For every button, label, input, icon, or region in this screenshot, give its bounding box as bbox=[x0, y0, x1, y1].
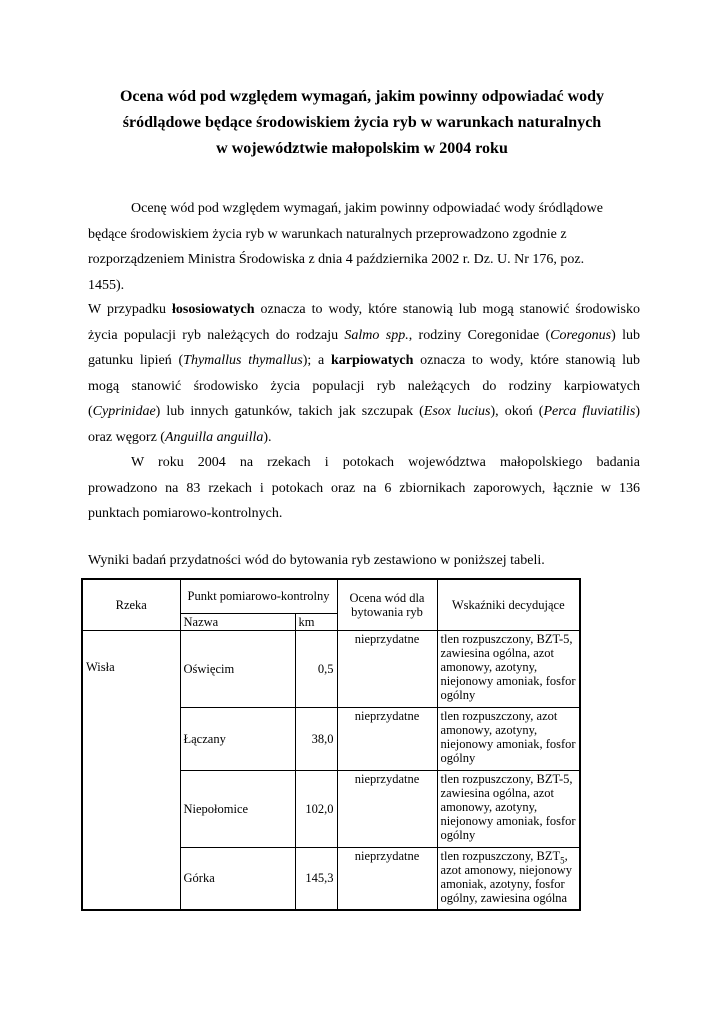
paragraph-line bbox=[88, 399, 640, 425]
paragraph-definitions bbox=[88, 297, 640, 450]
header-name: Nazwa bbox=[180, 613, 295, 630]
species-name: Coregonus bbox=[550, 327, 612, 343]
species-name: Anguilla anguilla bbox=[164, 429, 264, 445]
header-assessment: Ocena wód dla bytowania ryb bbox=[337, 579, 437, 630]
cell-km: 0,5 bbox=[295, 630, 337, 707]
paragraph-line: mogą stanowić środowisko życia populacji ryb należących do rodziny karpiowatych bbox=[88, 378, 640, 394]
paragraph-line: W roku 2004 na rzekach i potokach województwa małopolskiego badania bbox=[131, 455, 640, 470]
text-run: W przypadku bbox=[88, 302, 173, 317]
cell-indicators: tlen rozpuszczony, BZT-5, zawiesina ogólna, azot amonowy, azotyny, niejonowy amoniak, fosfor ogólny bbox=[437, 630, 580, 707]
paragraph-line: rozporządzeniem Ministra Środowiska z dnia 4 października 2002 r. Dz. U. Nr 176, poz. bbox=[88, 252, 585, 267]
text-run: ). bbox=[263, 429, 272, 445]
cell-km: 145,3 bbox=[295, 847, 337, 910]
term-salmonids: łososiowatych bbox=[172, 302, 255, 317]
cell-assessment: nieprzydatne bbox=[337, 770, 437, 847]
header-measurement-point: Punkt pomiarowo-kontrolny bbox=[180, 579, 337, 613]
header-km: km bbox=[295, 613, 337, 630]
indicator-text: , azot amonowy, niejonowy amoniak, azotyny, fosfor ogólny, zawiesina ogólna bbox=[440, 848, 572, 905]
paragraph-line bbox=[88, 297, 640, 323]
species-name: Cyprinidae bbox=[92, 404, 156, 419]
cell-assessment: nieprzydatne bbox=[337, 847, 437, 910]
species-name: Perca fluviatilis bbox=[543, 404, 636, 419]
paragraph-line: punktach pomiarowo-kontrolnych. bbox=[88, 506, 283, 521]
table-header-row bbox=[82, 579, 580, 613]
paragraph-line bbox=[88, 425, 640, 451]
text-run: oznacza to wody, które stanowią lub bbox=[413, 353, 640, 368]
paragraph-intro bbox=[88, 196, 640, 298]
cell-river bbox=[82, 630, 180, 910]
indicator-text: tlen rozpuszczony, BZT bbox=[440, 848, 561, 863]
paragraph-line: 1455). bbox=[88, 277, 125, 293]
cell-point-name: Niepołomice bbox=[180, 770, 295, 847]
text-run: ) bbox=[635, 404, 640, 419]
text-run: , rodziny Coregonidae ( bbox=[408, 327, 551, 343]
indicator-subscript: 5 bbox=[560, 855, 565, 865]
cell-assessment: nieprzydatne bbox=[337, 630, 437, 707]
text-run: ), okoń ( bbox=[490, 404, 544, 419]
term-cyprinids: karpiowatych bbox=[330, 353, 414, 368]
text-run: ( bbox=[88, 404, 93, 419]
paragraph-line: będące środowiskiem życia ryb w warunkach naturalnych przeprowadzono zgodnie z bbox=[88, 226, 567, 242]
text-run: ) lub innych gatunków, takich jak szczupak ( bbox=[155, 404, 424, 419]
header-indicators: Wskaźniki decydujące bbox=[437, 579, 580, 630]
paragraph-line bbox=[88, 323, 640, 349]
river-name: Wisła bbox=[86, 659, 115, 674]
text-run: oznacza to wody, które stanowią lub mogą stanowić środowisko bbox=[254, 302, 640, 317]
cell-km: 38,0 bbox=[295, 707, 337, 770]
paragraph-scope bbox=[88, 450, 640, 527]
text-run: oraz węgorz ( bbox=[88, 429, 165, 445]
text-run: gatunku lipień ( bbox=[88, 353, 184, 368]
cell-indicators bbox=[437, 847, 580, 910]
text-run: życia populacji ryb należących do rodzaju bbox=[88, 327, 345, 343]
species-name: Esox lucius bbox=[423, 404, 491, 419]
cell-point-name: Górka bbox=[180, 847, 295, 910]
text-run: ) lub bbox=[611, 327, 640, 343]
cell-assessment: nieprzydatne bbox=[337, 707, 437, 770]
cell-point-name: Łączany bbox=[180, 707, 295, 770]
results-table bbox=[81, 578, 581, 911]
cell-indicators: tlen rozpuszczony, azot amonowy, azotyny, niejonowy amoniak, fosfor ogólny bbox=[437, 707, 580, 770]
cell-point-name: Oświęcim bbox=[180, 630, 295, 707]
table-caption: Wyniki badań przydatności wód do bytowania ryb zestawiono w poniższej tabeli. bbox=[88, 553, 545, 568]
header-river: Rzeka bbox=[82, 579, 180, 630]
text-run: ); a bbox=[302, 353, 331, 368]
paragraph-line: Ocenę wód pod względem wymagań, jakim powinny odpowiadać wody śródlądowe bbox=[131, 201, 603, 216]
table-row bbox=[82, 630, 580, 707]
paragraph-line: prowadzono na 83 rzekach i potokach oraz na 6 zbiornikach zaporowych, łącznie w 136 bbox=[88, 480, 640, 496]
title-line-1: Ocena wód pod względem wymagań, jakim powinny odpowiadać wody bbox=[119, 88, 605, 105]
paragraph-line bbox=[88, 348, 640, 374]
cell-indicators: tlen rozpuszczony, BZT-5, zawiesina ogólna, azot amonowy, azotyny, niejonowy amoniak, fosfor ogólny bbox=[437, 770, 580, 847]
title-line-2: śródlądowe będące środowiskiem życia ryb w warunkach naturalnych bbox=[122, 114, 602, 131]
species-name: Thymallus thymallus bbox=[183, 353, 303, 368]
document-title bbox=[60, 84, 664, 162]
cell-km: 102,0 bbox=[295, 770, 337, 847]
species-name: Salmo spp. bbox=[344, 327, 409, 343]
title-line-3: w województwie małopolskim w 2004 roku bbox=[216, 140, 508, 157]
